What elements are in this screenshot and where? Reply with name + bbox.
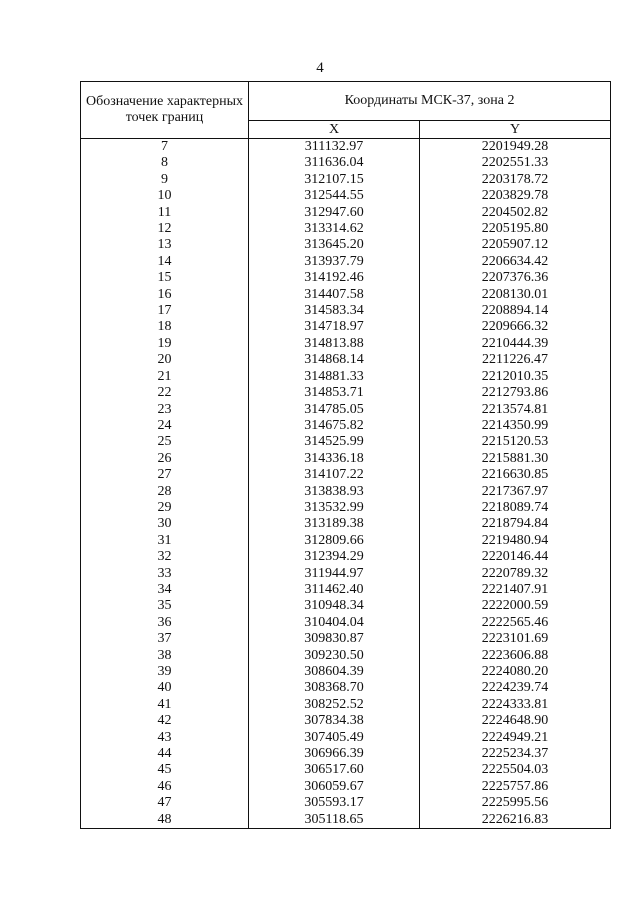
point-number-cell: 7 [81,139,249,156]
table-row [81,287,611,303]
table-row [81,188,611,204]
x-coordinate-cell: 309230.50 [249,648,420,664]
page-number: 4 [316,60,324,76]
x-coordinate-cell: 314785.05 [249,402,420,418]
point-number-cell: 13 [81,237,249,253]
y-coordinate-cell: 2224239.74 [420,680,611,696]
x-coordinate-cell: 307405.49 [249,730,420,746]
table-row [81,172,611,188]
table-row [81,418,611,434]
table-row [81,369,611,385]
point-number-cell: 12 [81,221,249,237]
x-coordinate-cell: 306966.39 [249,746,420,762]
point-number-cell: 11 [81,205,249,221]
y-coordinate-cell: 2208130.01 [420,287,611,303]
point-number-cell: 47 [81,795,249,811]
x-coordinate-cell: 314336.18 [249,451,420,467]
x-coordinate-cell: 310948.34 [249,598,420,614]
y-coordinate-cell: 2223101.69 [420,631,611,647]
x-coordinate-cell: 312809.66 [249,533,420,549]
x-coordinate-cell: 306059.67 [249,779,420,795]
x-coordinate-cell: 313645.20 [249,237,420,253]
table-row [81,746,611,762]
table-row [81,467,611,483]
x-coordinate-cell: 308252.52 [249,697,420,713]
table-row [81,402,611,418]
table-row [81,697,611,713]
coordinates-table [80,81,611,829]
point-number-cell: 15 [81,270,249,286]
y-coordinate-cell: 2223606.88 [420,648,611,664]
table-row [81,631,611,647]
x-coordinate-cell: 313314.62 [249,221,420,237]
y-coordinate-cell: 2201949.28 [420,139,611,156]
y-coordinate-cell: 2209666.32 [420,319,611,335]
x-coordinate-cell: 314192.46 [249,270,420,286]
x-coordinate-cell: 314853.71 [249,385,420,401]
y-coordinate-cell: 2219480.94 [420,533,611,549]
point-number-cell: 29 [81,500,249,516]
point-number-cell: 32 [81,549,249,565]
point-number-cell: 18 [81,319,249,335]
x-coordinate-cell: 311132.97 [249,139,420,156]
x-coordinate-cell: 311944.97 [249,566,420,582]
point-number-cell: 10 [81,188,249,204]
x-coordinate-cell: 314107.22 [249,467,420,483]
x-coordinate-cell: 305118.65 [249,812,420,829]
point-number-cell: 43 [81,730,249,746]
x-coordinate-cell: 314525.99 [249,434,420,450]
x-coordinate-cell: 308368.70 [249,680,420,696]
coordinates-header: Координаты МСК-37, зона 2 [249,82,611,121]
table-row [81,270,611,286]
point-number-cell: 26 [81,451,249,467]
table-row [81,762,611,778]
y-coordinate-cell: 2224949.21 [420,730,611,746]
point-number-cell: 37 [81,631,249,647]
table-row [81,648,611,664]
point-number-cell: 25 [81,434,249,450]
y-column-header: Y [420,121,611,139]
point-number-cell: 17 [81,303,249,319]
table-row [81,549,611,565]
point-number-cell: 46 [81,779,249,795]
y-coordinate-cell: 2207376.36 [420,270,611,286]
point-number-cell: 39 [81,664,249,680]
y-coordinate-cell: 2220146.44 [420,549,611,565]
table-row [81,664,611,680]
x-coordinate-cell: 313937.79 [249,254,420,270]
x-coordinate-cell: 311462.40 [249,582,420,598]
y-coordinate-cell: 2212010.35 [420,369,611,385]
point-number-cell: 27 [81,467,249,483]
y-coordinate-cell: 2203829.78 [420,188,611,204]
point-number-cell: 45 [81,762,249,778]
table-row [81,680,611,696]
point-number-cell: 34 [81,582,249,598]
table-row [81,221,611,237]
point-number-cell: 16 [81,287,249,303]
point-number-cell: 8 [81,155,249,171]
x-coordinate-cell: 311636.04 [249,155,420,171]
y-coordinate-cell: 2213574.81 [420,402,611,418]
table-row [81,500,611,516]
y-coordinate-cell: 2220789.32 [420,566,611,582]
y-coordinate-cell: 2216630.85 [420,467,611,483]
table-body [81,139,611,829]
table-row [81,352,611,368]
x-coordinate-cell: 312947.60 [249,205,420,221]
table-row [81,139,611,156]
y-coordinate-cell: 2218794.84 [420,516,611,532]
point-number-cell: 21 [81,369,249,385]
x-coordinate-cell: 314881.33 [249,369,420,385]
x-coordinate-cell: 312107.15 [249,172,420,188]
y-coordinate-cell: 2208894.14 [420,303,611,319]
point-number-cell: 14 [81,254,249,270]
point-number-cell: 28 [81,484,249,500]
point-number-cell: 48 [81,812,249,829]
point-number-cell: 38 [81,648,249,664]
point-number-cell: 36 [81,615,249,631]
y-coordinate-cell: 2225234.37 [420,746,611,762]
y-coordinate-cell: 2218089.74 [420,500,611,516]
y-coordinate-cell: 2215120.53 [420,434,611,450]
x-coordinate-cell: 314675.82 [249,418,420,434]
table-row [81,484,611,500]
y-coordinate-cell: 2214350.99 [420,418,611,434]
x-coordinate-cell: 313838.93 [249,484,420,500]
y-coordinate-cell: 2225995.56 [420,795,611,811]
y-coordinate-cell: 2212793.86 [420,385,611,401]
point-number-cell: 19 [81,336,249,352]
point-number-cell: 41 [81,697,249,713]
y-coordinate-cell: 2222000.59 [420,598,611,614]
table-row [81,434,611,450]
point-number-cell: 35 [81,598,249,614]
x-coordinate-cell: 312394.29 [249,549,420,565]
point-number-cell: 30 [81,516,249,532]
x-column-header: X [249,121,420,139]
point-number-cell: 33 [81,566,249,582]
y-coordinate-cell: 2204502.82 [420,205,611,221]
point-number-cell: 40 [81,680,249,696]
y-coordinate-cell: 2202551.33 [420,155,611,171]
x-coordinate-cell: 312544.55 [249,188,420,204]
point-number-cell: 31 [81,533,249,549]
point-number-cell: 20 [81,352,249,368]
table-row [81,812,611,829]
y-coordinate-cell: 2211226.47 [420,352,611,368]
x-coordinate-cell: 305593.17 [249,795,420,811]
point-number-cell: 42 [81,713,249,729]
point-number-cell: 22 [81,385,249,401]
table-row [81,582,611,598]
point-number-cell: 44 [81,746,249,762]
table-row [81,155,611,171]
y-coordinate-cell: 2205907.12 [420,237,611,253]
y-coordinate-cell: 2205195.80 [420,221,611,237]
x-coordinate-cell: 306517.60 [249,762,420,778]
x-coordinate-cell: 314407.58 [249,287,420,303]
y-coordinate-cell: 2225504.03 [420,762,611,778]
point-number-cell: 24 [81,418,249,434]
x-coordinate-cell: 313532.99 [249,500,420,516]
table-row [81,615,611,631]
y-coordinate-cell: 2215881.30 [420,451,611,467]
point-number-cell: 9 [81,172,249,188]
y-coordinate-cell: 2217367.97 [420,484,611,500]
y-coordinate-cell: 2224648.90 [420,713,611,729]
y-coordinate-cell: 2210444.39 [420,336,611,352]
table-row [81,533,611,549]
table-row [81,516,611,532]
y-coordinate-cell: 2221407.91 [420,582,611,598]
x-coordinate-cell: 314868.14 [249,352,420,368]
x-coordinate-cell: 307834.38 [249,713,420,729]
table-row [81,237,611,253]
y-coordinate-cell: 2226216.83 [420,812,611,829]
x-coordinate-cell: 309830.87 [249,631,420,647]
y-coordinate-cell: 2225757.86 [420,779,611,795]
table-row [81,566,611,582]
table-row [81,730,611,746]
x-coordinate-cell: 313189.38 [249,516,420,532]
table-row [81,319,611,335]
table-row [81,598,611,614]
table-row [81,205,611,221]
x-coordinate-cell: 308604.39 [249,664,420,680]
table-row [81,254,611,270]
y-coordinate-cell: 2224333.81 [420,697,611,713]
y-coordinate-cell: 2222565.46 [420,615,611,631]
y-coordinate-cell: 2224080.20 [420,664,611,680]
y-coordinate-cell: 2206634.42 [420,254,611,270]
point-number-cell: 23 [81,402,249,418]
table-row [81,303,611,319]
x-coordinate-cell: 310404.04 [249,615,420,631]
table-row [81,795,611,811]
point-designation-header: Обозначение характерных точек границ [81,82,249,139]
x-coordinate-cell: 314813.88 [249,336,420,352]
y-coordinate-cell: 2203178.72 [420,172,611,188]
table-row [81,385,611,401]
table-row [81,713,611,729]
table-row [81,451,611,467]
x-coordinate-cell: 314718.97 [249,319,420,335]
x-coordinate-cell: 314583.34 [249,303,420,319]
table-row [81,779,611,795]
table-row [81,336,611,352]
